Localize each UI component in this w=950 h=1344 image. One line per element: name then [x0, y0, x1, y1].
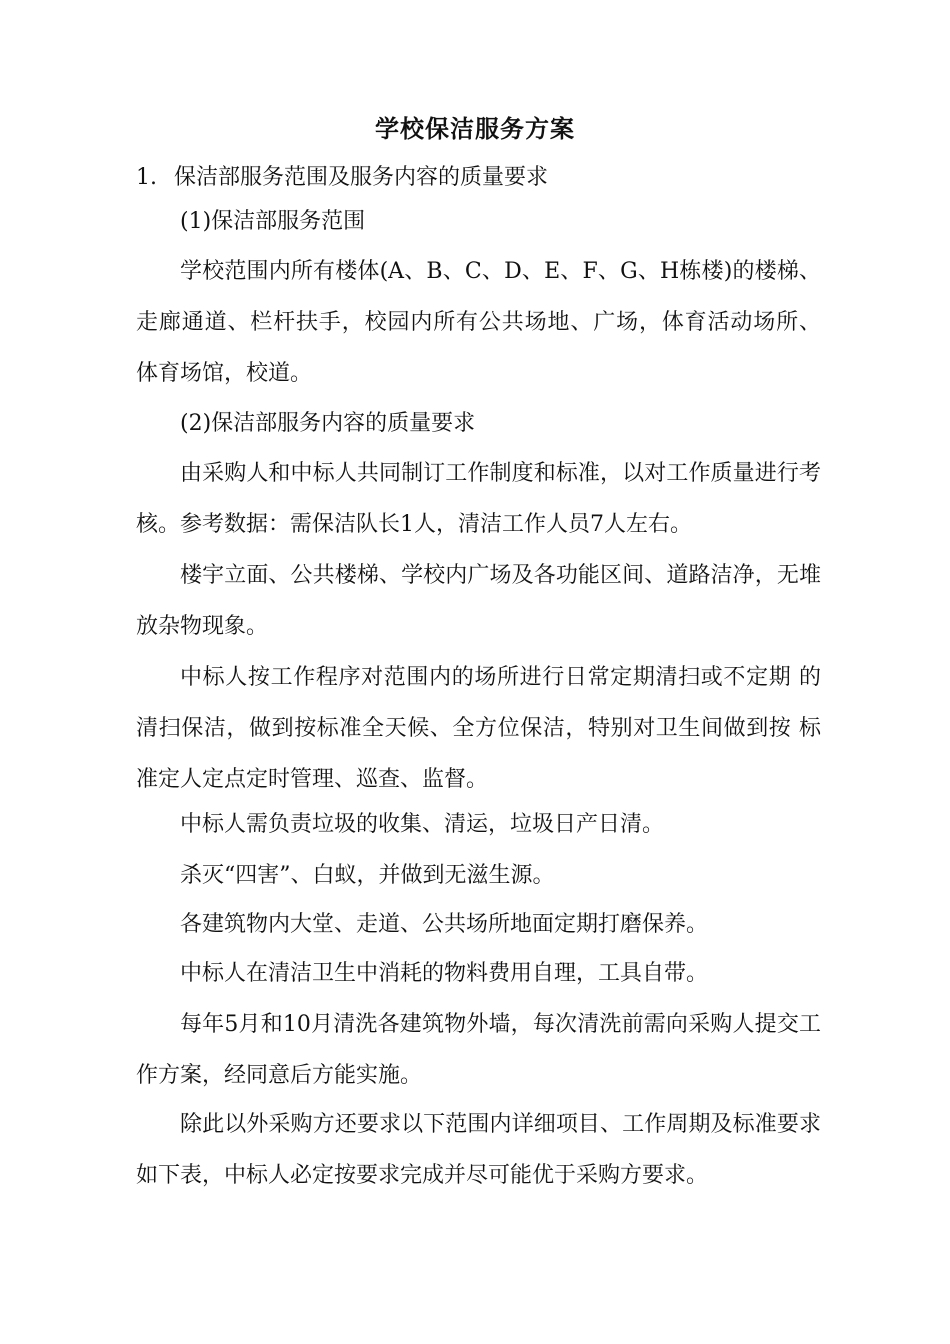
paragraph-cleanliness: 楼宇立面、公共楼梯、学校内广场及各功能区间、道路洁净，无堆放杂物现象。 [136, 563, 821, 639]
document-title: 学校保洁服务方案 [375, 115, 575, 143]
subheading-quality: (2)保洁部服务内容的质量要求 [180, 411, 476, 436]
paragraph-routine-cleaning: 中标人按工作程序对范围内的场所进行日常定期清扫或不定期 的清扫保洁，做到按标准全天候、全方位保洁，特别对卫生间做到按 标准定人定点定时管理、巡查、监督。 [136, 665, 821, 792]
paragraph-additional-requirements: 除此以外采购方还要求以下范围内详细项目、工作周期及标准要求如下表，中标人必定按要求完成并尽可能优于采购方要求。 [136, 1112, 821, 1188]
paragraph-floor-maintenance: 各建筑物内大堂、走道、公共场所地面定期打磨保养。 [180, 912, 709, 937]
section-heading [136, 163, 548, 193]
paragraph-materials: 中标人在清洁卫生中消耗的物料费用自理，工具自带。 [180, 961, 709, 986]
paragraph-pest-control: 杀灭“四害”、白蚁，并做到无滋生源。 [180, 863, 555, 888]
subheading-scope: (1)保洁部服务范围 [180, 209, 366, 234]
paragraph-garbage: 中标人需负责垃圾的收集、清运，垃圾日产日清。 [180, 812, 665, 837]
section-heading-text: 保洁部服务范围及服务内容的质量要求 [174, 165, 549, 190]
paragraph-scope: 学校范围内所有楼体(A、B、C、D、E、F、G、H栋楼)的楼梯、 走廊通道、栏杆扶手，校园内所有公共场地、广场，体育活动场所、 体育场馆，校道。 [136, 259, 821, 386]
paragraph-wall-washing: 每年5月和10月清洗各建筑物外墙，每次清洗前需向采购人提交工作方案，经同意后方能实施。 [136, 1012, 821, 1088]
paragraph-standards: 由采购人和中标人共同制订工作制度和标准，以对工作质量进行考核。参考数据：需保洁队长1人，清洁工作人员7人左右。 [136, 461, 821, 537]
section-number: 1. [136, 165, 157, 190]
